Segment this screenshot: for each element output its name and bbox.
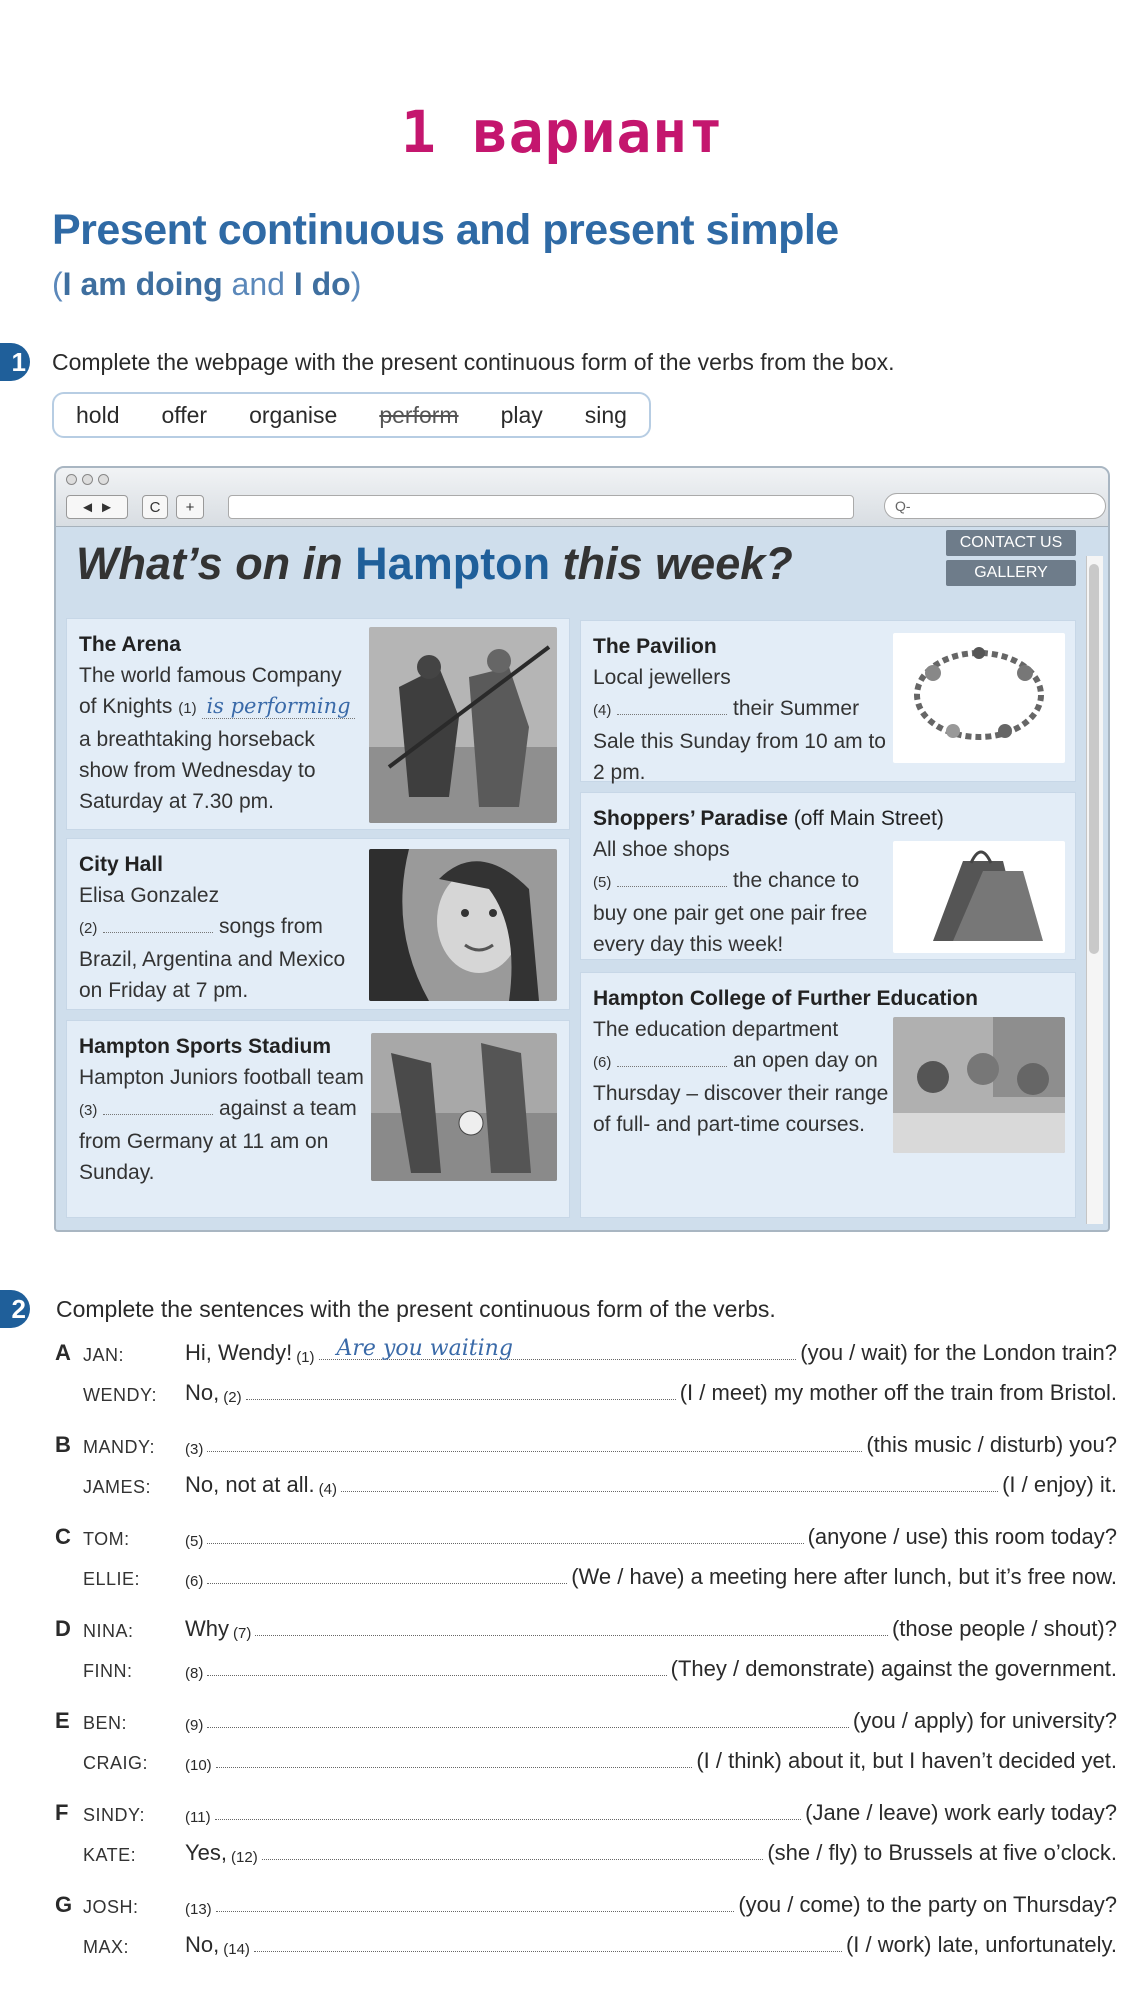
card-college: [580, 972, 1076, 1218]
exercise-1-number: 1: [0, 343, 30, 381]
gap-number: (4): [318, 1481, 337, 1498]
arena-text-2: a breathtaking horseback show from Wednesday to Saturday at 7.30 pm.: [79, 728, 316, 813]
browser-window: [54, 466, 1110, 1232]
dialogue-line: [55, 1888, 1117, 1918]
shopping-bags-photo: [893, 841, 1065, 953]
cityhall-text-1: Elisa Gonzalez: [79, 884, 220, 907]
verb-prompt: (you / apply) for university?: [852, 1708, 1117, 1733]
shoppers-title-main: Shoppers’ Paradise: [593, 807, 788, 830]
sentence: [185, 1432, 1117, 1458]
dialogue-line: [55, 1376, 1117, 1406]
word-sing: sing: [584, 401, 627, 428]
subtitle-open: (: [52, 266, 63, 302]
speaker-name: BEN:: [83, 1713, 128, 1733]
verb-prompt: (anyone / use) this room today?: [807, 1524, 1117, 1549]
sentence: [185, 1800, 1117, 1826]
sentence-prefix: No,: [185, 1380, 220, 1405]
arena-gap-number: (1): [178, 700, 197, 717]
answer-gap[interactable]: [207, 1582, 567, 1584]
stadium-gap[interactable]: [103, 1096, 213, 1115]
gap-number: (13): [185, 1901, 212, 1918]
dialogue-line: [55, 1928, 1117, 1958]
gap-number: (3): [185, 1441, 204, 1458]
answer-gap[interactable]: [319, 1336, 797, 1361]
speaker-name: NINA:: [83, 1621, 134, 1641]
college-text-2: an open day on Thursday – discover their range of full- and part-time courses.: [593, 1049, 889, 1136]
gap-number: (2): [223, 1389, 242, 1406]
dialogue-line: [55, 1612, 1117, 1642]
sentence-prefix: Hi, Wendy!: [185, 1340, 293, 1365]
dialogue-letter: F: [55, 1800, 69, 1825]
college-gap[interactable]: [617, 1048, 727, 1067]
sentence-prefix: No, not at all.: [185, 1472, 315, 1497]
cityhall-gap[interactable]: [103, 914, 213, 933]
window-zoom-dot[interactable]: [98, 474, 109, 485]
stadium-text-1: Hampton Juniors football team: [79, 1066, 364, 1089]
speaker-name: JAMES:: [83, 1477, 152, 1497]
variant-heading: 1 вариант: [400, 98, 725, 166]
arena-answer[interactable]: is performing: [202, 694, 354, 719]
answer-gap[interactable]: [207, 1450, 862, 1452]
answer-gap[interactable]: [216, 1910, 735, 1912]
verb-prompt: (you / come) to the party on Thursday?: [738, 1892, 1117, 1917]
shoppers-text-1: All shoe shops: [593, 838, 730, 861]
word-perform: perform: [379, 401, 459, 428]
sentence: [185, 1748, 1117, 1774]
verb-prompt: (They / demonstrate) against the government.: [670, 1656, 1117, 1681]
answer-gap[interactable]: [207, 1674, 666, 1676]
reload-icon[interactable]: C: [142, 495, 168, 519]
sentence-prefix: No,: [185, 1932, 220, 1957]
heading-post: this week?: [550, 538, 793, 589]
gap-number: (11): [185, 1809, 211, 1826]
verb-prompt: (I / think) about it, but I haven’t decided yet.: [696, 1748, 1117, 1773]
word-box: [52, 392, 651, 438]
card-stadium: [66, 1020, 570, 1218]
answer-gap[interactable]: [216, 1766, 693, 1768]
sentence: [185, 1656, 1117, 1682]
dialogue-line: [55, 1520, 1117, 1550]
gap-number: (1): [296, 1349, 315, 1366]
address-bar[interactable]: [228, 495, 854, 519]
speaker-name: JOSH:: [83, 1897, 139, 1917]
sentence: [185, 1616, 1117, 1642]
sentence: [185, 1524, 1117, 1550]
speaker-name: CRAIG:: [83, 1753, 149, 1773]
college-text-1: The education department: [593, 1018, 839, 1041]
dialogue-list: [55, 1336, 1117, 1976]
stadium-title: Hampton Sports Stadium: [79, 1035, 332, 1058]
answer-gap[interactable]: [254, 1950, 842, 1952]
card-city-hall: [66, 838, 570, 1010]
cityhall-title: City Hall: [79, 853, 164, 876]
pavilion-text-1: Local jewellers: [593, 666, 731, 689]
arena-text-1: The world famous Company of Knights: [79, 664, 342, 718]
subtitle-close: ): [350, 266, 362, 302]
dialogue-line: [55, 1796, 1117, 1826]
subtitle-a: I am doing: [62, 266, 223, 302]
shoppers-title-note: (off Main Street): [787, 807, 944, 830]
pavilion-gap-number: (4): [593, 702, 612, 719]
verb-prompt: (I / work) late, unfortunately.: [845, 1932, 1117, 1957]
word-hold: hold: [76, 401, 120, 428]
knights-photo: [369, 627, 557, 823]
verb-prompt: (she / fly) to Brussels at five o’clock.: [767, 1840, 1117, 1865]
page-title: Present continuous and present simple: [52, 206, 839, 254]
dialogue-letter: E: [55, 1708, 70, 1733]
answer-gap[interactable]: [207, 1726, 849, 1728]
college-gap-number: (6): [593, 1054, 612, 1071]
speaker-name: TOM:: [83, 1529, 130, 1549]
students-photo: [893, 1017, 1065, 1153]
verb-prompt: (those people / shout)?: [891, 1616, 1117, 1641]
card-shoppers-paradise: [580, 792, 1076, 960]
search-input[interactable]: Q-: [884, 493, 1106, 519]
speaker-name: ELLIE:: [83, 1569, 141, 1589]
gap-number: (12): [231, 1849, 258, 1866]
dialogue-letter: A: [55, 1340, 71, 1365]
college-title: Hampton College of Further Education: [593, 987, 979, 1010]
sentence: [185, 1564, 1117, 1590]
heading-town: Hampton: [355, 538, 551, 589]
card-pavilion: [580, 620, 1076, 782]
shoppers-gap-number: (5): [593, 874, 612, 891]
sentence: [185, 1336, 1117, 1366]
dialogue-line: [55, 1744, 1117, 1774]
exercise-2-instruction: Complete the sentences with the present continuous form of the verbs.: [56, 1296, 776, 1322]
speaker-name: MAX:: [83, 1937, 130, 1957]
cityhall-gap-number: (2): [79, 920, 98, 937]
verb-prompt: (I / meet) my mother off the train from Bristol.: [679, 1380, 1117, 1405]
dialogue-letter: C: [55, 1524, 71, 1549]
cityhall-text-2: songs from Brazil, Argentina and Mexico on Friday at 7 pm.: [79, 915, 346, 1002]
sentence: [185, 1932, 1117, 1958]
answer-gap[interactable]: [207, 1542, 803, 1544]
heading-pre: What’s on in: [76, 538, 356, 589]
sentence: [185, 1380, 1117, 1406]
word-organise: organise: [249, 401, 338, 428]
gap-number: (14): [223, 1941, 250, 1958]
gap-number: (8): [185, 1665, 204, 1682]
scrollbar[interactable]: [1086, 556, 1103, 1224]
subtitle-b: I do: [293, 266, 351, 302]
word-offer: offer: [161, 401, 208, 428]
sentence: [185, 1892, 1117, 1918]
pavilion-gap[interactable]: [617, 696, 727, 715]
sentence-prefix: Yes,: [185, 1840, 228, 1865]
bracelet-photo: [893, 633, 1065, 763]
speaker-name: WENDY:: [83, 1385, 158, 1405]
sentence: [185, 1472, 1117, 1498]
pavilion-text-2: their Summer Sale this Sunday from 10 am to 2 pm.: [593, 697, 886, 784]
speaker-name: JAN:: [83, 1345, 125, 1365]
sentence: [185, 1708, 1117, 1734]
verb-prompt: (you / wait) for the London train?: [800, 1340, 1117, 1365]
answer-gap[interactable]: [255, 1634, 888, 1636]
verb-prompt: (We / have) a meeting here after lunch, but it’s free now.: [571, 1564, 1117, 1589]
gap-number: (6): [185, 1573, 204, 1590]
football-photo: [371, 1033, 557, 1181]
speaker-name: KATE:: [83, 1845, 137, 1865]
card-arena: [66, 618, 570, 830]
subtitle-and: and: [222, 266, 294, 302]
sentence: [185, 1840, 1117, 1866]
dialogue-line: [55, 1560, 1117, 1590]
scroll-thumb[interactable]: [1089, 564, 1099, 954]
exercise-1-instruction: Complete the webpage with the present continuous form of the verbs from the box.: [52, 349, 895, 375]
answer-gap[interactable]: [246, 1398, 676, 1400]
gap-number: (10): [185, 1757, 212, 1774]
gap-number: (7): [233, 1625, 252, 1642]
page-subtitle: [52, 266, 361, 303]
singer-photo: [369, 849, 557, 1001]
gap-number: (5): [185, 1533, 204, 1550]
shoppers-text-2: the chance to buy one pair get one pair free every day this week!: [593, 869, 868, 956]
speaker-name: SINDY:: [83, 1805, 146, 1825]
window-close-dot[interactable]: [66, 474, 77, 485]
answer-gap[interactable]: [341, 1490, 998, 1492]
pavilion-title: The Pavilion: [593, 635, 717, 658]
verb-prompt: (I / enjoy) it.: [1002, 1472, 1117, 1497]
dialogue-line: [55, 1652, 1117, 1682]
dialogue-letter: D: [55, 1616, 71, 1641]
exercise-2-number: 2: [0, 1290, 30, 1328]
shoppers-title: [593, 803, 944, 834]
arena-title: The Arena: [79, 633, 181, 656]
speaker-name: FINN:: [83, 1661, 133, 1681]
dialogue-line: [55, 1428, 1117, 1458]
dialogue-line: [55, 1468, 1117, 1498]
verb-prompt: (Jane / leave) work early today?: [805, 1800, 1117, 1825]
stadium-text-2: against a team from Germany at 11 am on Sunday.: [79, 1097, 357, 1184]
handwritten-answer: Are you waiting: [336, 1336, 513, 1361]
dialogue-letter: G: [55, 1892, 73, 1917]
shoppers-gap[interactable]: [617, 868, 727, 887]
speaker-name: MANDY:: [83, 1437, 156, 1457]
stadium-gap-number: (3): [79, 1102, 98, 1119]
dialogue-line: [55, 1336, 1117, 1366]
webpage-heading: [76, 538, 793, 590]
word-play: play: [500, 401, 543, 428]
window-minimize-dot[interactable]: [82, 474, 93, 485]
gap-number: (9): [185, 1717, 204, 1734]
verb-prompt: (this music / disturb) you?: [866, 1432, 1117, 1457]
answer-gap[interactable]: [262, 1858, 764, 1860]
browser-toolbar: [56, 468, 1108, 527]
dialogue-line: [55, 1836, 1117, 1866]
dialogue-letter: B: [55, 1432, 71, 1457]
sentence-prefix: Why: [185, 1616, 229, 1641]
dialogue-line: [55, 1704, 1117, 1734]
add-tab-icon[interactable]: +: [176, 495, 204, 519]
contact-us-link[interactable]: CONTACT US: [946, 530, 1076, 556]
back-forward-button[interactable]: ◄ ►: [66, 495, 128, 519]
answer-gap[interactable]: [215, 1818, 802, 1820]
gallery-link[interactable]: GALLERY: [946, 560, 1076, 586]
